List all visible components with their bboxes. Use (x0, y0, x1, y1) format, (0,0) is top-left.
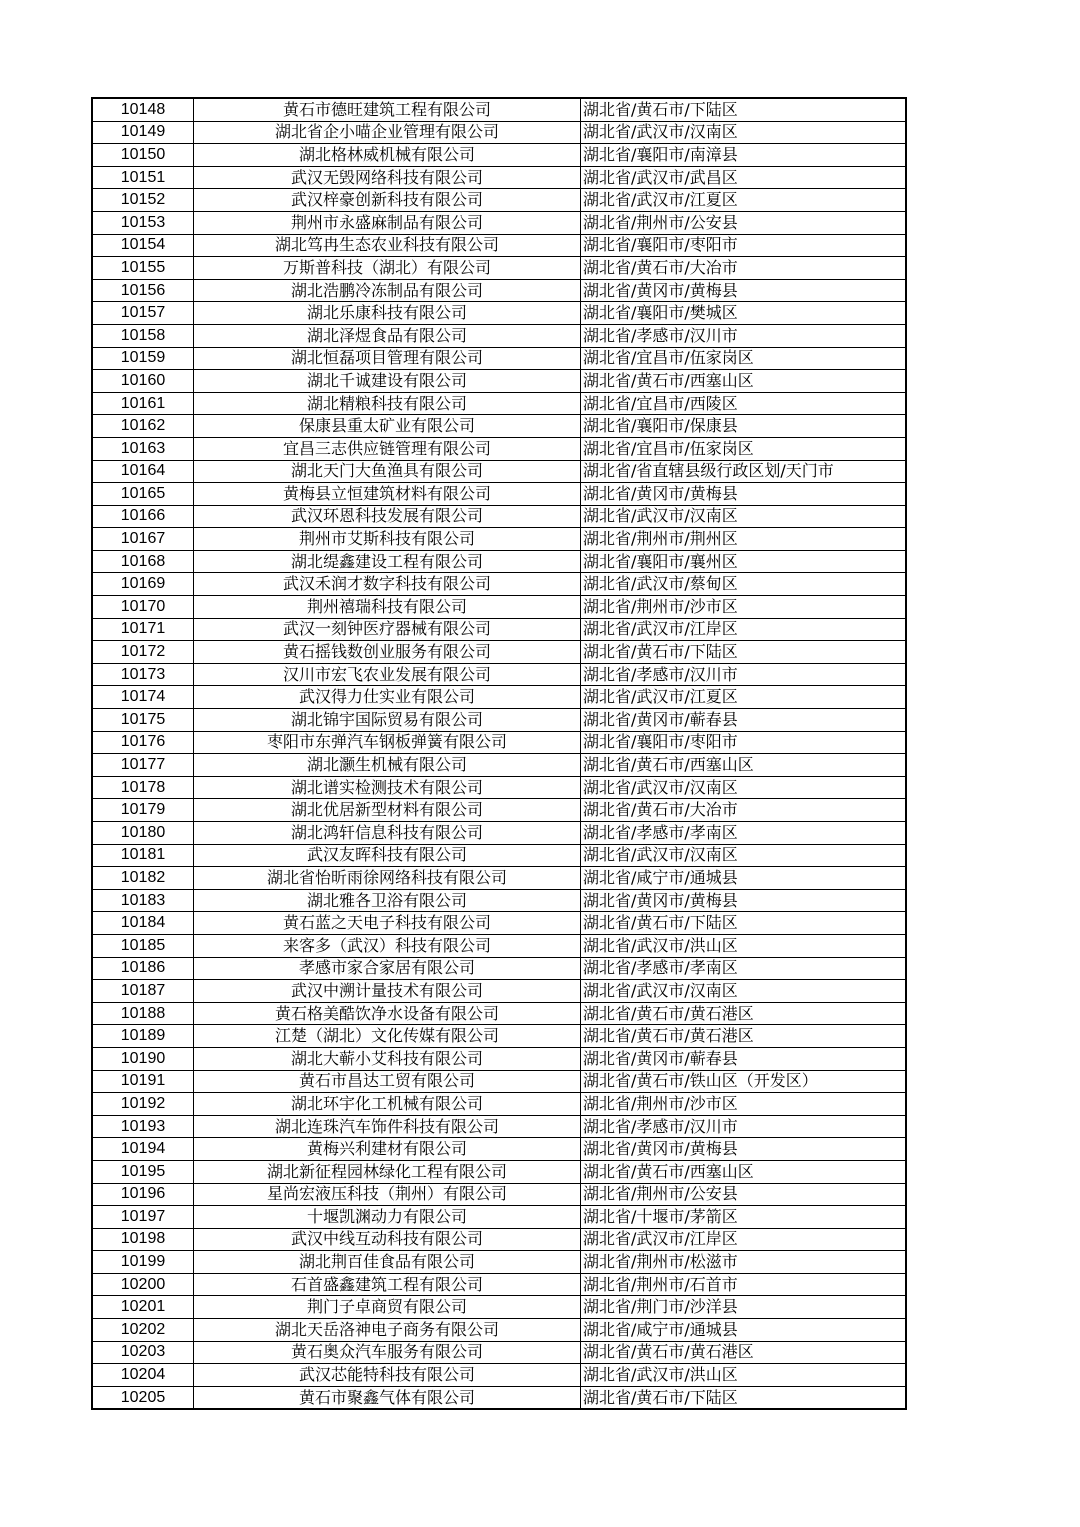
table-row (92, 1183, 906, 1206)
table-row (92, 505, 906, 528)
region-cell: 湖北省/襄阳市/枣阳市 (581, 731, 907, 754)
table-row (92, 641, 906, 664)
row-id-cell: 10185 (92, 934, 194, 957)
company-name-cell: 武汉一刻钟医疗器械有限公司 (194, 618, 581, 641)
row-id-cell: 10193 (92, 1115, 194, 1138)
region-cell: 湖北省/荆州市/公安县 (581, 1183, 907, 1206)
row-id-cell: 10175 (92, 709, 194, 732)
table-row (92, 1115, 906, 1138)
row-id-cell: 10169 (92, 573, 194, 596)
table-row (92, 302, 906, 325)
region-cell: 湖北省/武汉市/汉南区 (581, 980, 907, 1003)
company-name-cell: 湖北乐康科技有限公司 (194, 302, 581, 325)
table-row (92, 822, 906, 845)
table-row (92, 799, 906, 822)
row-id-cell: 10177 (92, 754, 194, 777)
row-id-cell: 10156 (92, 279, 194, 302)
company-name-cell: 湖北天门大鱼渔具有限公司 (194, 460, 581, 483)
row-id-cell: 10164 (92, 460, 194, 483)
table-row (92, 121, 906, 144)
table-row (92, 324, 906, 347)
company-name-cell: 江楚（湖北）文化传媒有限公司 (194, 1025, 581, 1048)
company-name-cell: 武汉中线互动科技有限公司 (194, 1228, 581, 1251)
table-row (92, 437, 906, 460)
region-cell: 湖北省/咸宁市/通城县 (581, 1319, 907, 1342)
row-id-cell: 10203 (92, 1341, 194, 1364)
table-row (92, 709, 906, 732)
region-cell: 湖北省/省直辖县级行政区划/天门市 (581, 460, 907, 483)
row-id-cell: 10195 (92, 1160, 194, 1183)
region-cell: 湖北省/武汉市/江岸区 (581, 618, 907, 641)
company-name-cell: 湖北优居新型材料有限公司 (194, 799, 581, 822)
table-row (92, 1002, 906, 1025)
row-id-cell: 10166 (92, 505, 194, 528)
company-name-cell: 湖北大蕲小艾科技有限公司 (194, 1047, 581, 1070)
region-cell: 湖北省/孝感市/孝南区 (581, 957, 907, 980)
company-name-cell: 荆门子卓商贸有限公司 (194, 1296, 581, 1319)
region-cell: 湖北省/襄阳市/枣阳市 (581, 234, 907, 257)
company-name-cell: 枣阳市东弹汽车钢板弹簧有限公司 (194, 731, 581, 754)
region-cell: 湖北省/武汉市/汉南区 (581, 505, 907, 528)
table-row (92, 844, 906, 867)
company-name-cell: 湖北雅各卫浴有限公司 (194, 889, 581, 912)
region-cell: 湖北省/武汉市/汉南区 (581, 844, 907, 867)
company-name-cell: 湖北环宇化工机械有限公司 (194, 1093, 581, 1116)
company-name-cell: 武汉环恩科技发展有限公司 (194, 505, 581, 528)
region-cell: 湖北省/十堰市/茅箭区 (581, 1206, 907, 1229)
row-id-cell: 10192 (92, 1093, 194, 1116)
company-name-cell: 星尚宏液压科技（荆州）有限公司 (194, 1183, 581, 1206)
table-row (92, 1093, 906, 1116)
row-id-cell: 10184 (92, 912, 194, 935)
region-cell: 湖北省/黄石市/黄石港区 (581, 1341, 907, 1364)
company-name-cell: 湖北格林威机械有限公司 (194, 144, 581, 167)
row-id-cell: 10150 (92, 144, 194, 167)
table-row (92, 392, 906, 415)
row-id-cell: 10152 (92, 189, 194, 212)
company-name-cell: 武汉无毁网络科技有限公司 (194, 166, 581, 189)
row-id-cell: 10190 (92, 1047, 194, 1070)
table-row (92, 1319, 906, 1342)
region-cell: 湖北省/荆州市/石首市 (581, 1273, 907, 1296)
company-name-cell: 荆州市艾斯科技有限公司 (194, 528, 581, 551)
row-id-cell: 10161 (92, 392, 194, 415)
company-name-cell: 武汉芯能特科技有限公司 (194, 1364, 581, 1387)
company-list-table (91, 97, 907, 1410)
region-cell: 湖北省/孝感市/汉川市 (581, 1115, 907, 1138)
row-id-cell: 10149 (92, 121, 194, 144)
region-cell: 湖北省/宜昌市/伍家岗区 (581, 437, 907, 460)
row-id-cell: 10186 (92, 957, 194, 980)
region-cell: 湖北省/武汉市/江夏区 (581, 189, 907, 212)
region-cell: 湖北省/黄冈市/黄梅县 (581, 889, 907, 912)
company-name-cell: 黄石格美酷饮净水设备有限公司 (194, 1002, 581, 1025)
row-id-cell: 10167 (92, 528, 194, 551)
region-cell: 湖北省/襄阳市/樊城区 (581, 302, 907, 325)
row-id-cell: 10181 (92, 844, 194, 867)
row-id-cell: 10162 (92, 415, 194, 438)
row-id-cell: 10170 (92, 596, 194, 619)
region-cell: 湖北省/孝感市/汉川市 (581, 324, 907, 347)
row-id-cell: 10155 (92, 257, 194, 280)
company-name-cell: 湖北笃冉生态农业科技有限公司 (194, 234, 581, 257)
company-name-cell: 十堰凯渊动力有限公司 (194, 1206, 581, 1229)
table-row (92, 257, 906, 280)
company-name-cell: 汉川市宏飞农业发展有限公司 (194, 663, 581, 686)
region-cell: 湖北省/孝感市/汉川市 (581, 663, 907, 686)
company-name-cell: 黄石奥众汽车服务有限公司 (194, 1341, 581, 1364)
company-name-cell: 湖北连珠汽车饰件科技有限公司 (194, 1115, 581, 1138)
row-id-cell: 10172 (92, 641, 194, 664)
table-row (92, 1228, 906, 1251)
region-cell: 湖北省/黄石市/黄石港区 (581, 1002, 907, 1025)
company-name-cell: 湖北新征程园林绿化工程有限公司 (194, 1160, 581, 1183)
row-id-cell: 10176 (92, 731, 194, 754)
company-name-cell: 荆州市永盛麻制品有限公司 (194, 211, 581, 234)
table-row (92, 483, 906, 506)
company-name-cell: 黄梅县立恒建筑材料有限公司 (194, 483, 581, 506)
table-row (92, 731, 906, 754)
region-cell: 湖北省/荆州市/松滋市 (581, 1251, 907, 1274)
region-cell: 湖北省/武汉市/汉南区 (581, 776, 907, 799)
region-cell: 湖北省/黄冈市/黄梅县 (581, 1138, 907, 1161)
row-id-cell: 10205 (92, 1386, 194, 1409)
company-name-cell: 黄石蓝之天电子科技有限公司 (194, 912, 581, 935)
row-id-cell: 10157 (92, 302, 194, 325)
table-row (92, 528, 906, 551)
table-row (92, 166, 906, 189)
table-row (92, 754, 906, 777)
region-cell: 湖北省/荆州市/沙市区 (581, 596, 907, 619)
region-cell: 湖北省/黄石市/黄石港区 (581, 1025, 907, 1048)
region-cell: 湖北省/黄石市/下陆区 (581, 641, 907, 664)
row-id-cell: 10183 (92, 889, 194, 912)
region-cell: 湖北省/黄石市/铁山区（开发区） (581, 1070, 907, 1093)
row-id-cell: 10180 (92, 822, 194, 845)
row-id-cell: 10199 (92, 1251, 194, 1274)
table-row (92, 1273, 906, 1296)
table-body (92, 98, 906, 1409)
company-name-cell: 武汉中溯计量技术有限公司 (194, 980, 581, 1003)
region-cell: 湖北省/襄阳市/襄州区 (581, 550, 907, 573)
row-id-cell: 10188 (92, 1002, 194, 1025)
row-id-cell: 10154 (92, 234, 194, 257)
row-id-cell: 10182 (92, 867, 194, 890)
region-cell: 湖北省/黄石市/大冶市 (581, 257, 907, 280)
region-cell: 湖北省/宜昌市/西陵区 (581, 392, 907, 415)
region-cell: 湖北省/咸宁市/通城县 (581, 867, 907, 890)
region-cell: 湖北省/武汉市/蔡甸区 (581, 573, 907, 596)
company-name-cell: 黄石市聚鑫气体有限公司 (194, 1386, 581, 1409)
row-id-cell: 10168 (92, 550, 194, 573)
company-name-cell: 湖北省怡昕雨徐网络科技有限公司 (194, 867, 581, 890)
row-id-cell: 10151 (92, 166, 194, 189)
company-name-cell: 黄梅兴利建材有限公司 (194, 1138, 581, 1161)
company-name-cell: 湖北谱实检测技术有限公司 (194, 776, 581, 799)
company-name-cell: 荆州禧瑞科技有限公司 (194, 596, 581, 619)
region-cell: 湖北省/荆州市/沙市区 (581, 1093, 907, 1116)
region-cell: 湖北省/黄冈市/黄梅县 (581, 483, 907, 506)
row-id-cell: 10196 (92, 1183, 194, 1206)
company-name-cell: 湖北泽煜食品有限公司 (194, 324, 581, 347)
row-id-cell: 10173 (92, 663, 194, 686)
company-name-cell: 湖北灏生机械有限公司 (194, 754, 581, 777)
table-row (92, 460, 906, 483)
table-row (92, 663, 906, 686)
table-row (92, 912, 906, 935)
table-row (92, 370, 906, 393)
region-cell: 湖北省/黄冈市/黄梅县 (581, 279, 907, 302)
row-id-cell: 10200 (92, 1273, 194, 1296)
table-row (92, 957, 906, 980)
row-id-cell: 10148 (92, 98, 194, 121)
company-name-cell: 湖北天岳洛神电子商务有限公司 (194, 1319, 581, 1342)
region-cell: 湖北省/黄石市/大冶市 (581, 799, 907, 822)
table-row (92, 1206, 906, 1229)
table-row (92, 1160, 906, 1183)
region-cell: 湖北省/黄石市/下陆区 (581, 912, 907, 935)
row-id-cell: 10189 (92, 1025, 194, 1048)
row-id-cell: 10187 (92, 980, 194, 1003)
region-cell: 湖北省/武汉市/汉南区 (581, 121, 907, 144)
company-name-cell: 武汉禾润才数字科技有限公司 (194, 573, 581, 596)
table-row (92, 1364, 906, 1387)
row-id-cell: 10204 (92, 1364, 194, 1387)
table-row (92, 550, 906, 573)
table-row (92, 934, 906, 957)
region-cell: 湖北省/黄石市/西塞山区 (581, 370, 907, 393)
region-cell: 湖北省/黄石市/西塞山区 (581, 754, 907, 777)
row-id-cell: 10198 (92, 1228, 194, 1251)
row-id-cell: 10179 (92, 799, 194, 822)
table-row (92, 867, 906, 890)
company-name-cell: 来客多（武汉）科技有限公司 (194, 934, 581, 957)
table-row (92, 889, 906, 912)
region-cell: 湖北省/荆州市/公安县 (581, 211, 907, 234)
table-row (92, 1138, 906, 1161)
region-cell: 湖北省/黄冈市/蕲春县 (581, 709, 907, 732)
region-cell: 湖北省/武汉市/江岸区 (581, 1228, 907, 1251)
row-id-cell: 10158 (92, 324, 194, 347)
region-cell: 湖北省/黄石市/下陆区 (581, 1386, 907, 1409)
company-name-cell: 保康县重太矿业有限公司 (194, 415, 581, 438)
company-name-cell: 武汉得力仕实业有限公司 (194, 686, 581, 709)
table-row (92, 234, 906, 257)
region-cell: 湖北省/武汉市/武昌区 (581, 166, 907, 189)
region-cell: 湖北省/武汉市/洪山区 (581, 934, 907, 957)
company-name-cell: 万斯普科技（湖北）有限公司 (194, 257, 581, 280)
table-row (92, 1296, 906, 1319)
region-cell: 湖北省/襄阳市/南漳县 (581, 144, 907, 167)
company-name-cell: 湖北精粮科技有限公司 (194, 392, 581, 415)
table-row (92, 98, 906, 121)
row-id-cell: 10160 (92, 370, 194, 393)
company-name-cell: 孝感市家合家居有限公司 (194, 957, 581, 980)
company-name-cell: 湖北荆百佳食品有限公司 (194, 1251, 581, 1274)
table-row (92, 686, 906, 709)
table-row (92, 1386, 906, 1409)
table-row (92, 347, 906, 370)
table-row (92, 1251, 906, 1274)
table-row (92, 279, 906, 302)
region-cell: 湖北省/宜昌市/伍家岗区 (581, 347, 907, 370)
row-id-cell: 10191 (92, 1070, 194, 1093)
company-name-cell: 湖北恒磊项目管理有限公司 (194, 347, 581, 370)
table-row (92, 1025, 906, 1048)
region-cell: 湖北省/武汉市/洪山区 (581, 1364, 907, 1387)
table-row (92, 415, 906, 438)
row-id-cell: 10174 (92, 686, 194, 709)
table-row (92, 189, 906, 212)
company-name-cell: 湖北千诚建设有限公司 (194, 370, 581, 393)
row-id-cell: 10194 (92, 1138, 194, 1161)
company-name-cell: 武汉友晖科技有限公司 (194, 844, 581, 867)
table-row (92, 144, 906, 167)
table-row (92, 596, 906, 619)
table-row (92, 573, 906, 596)
company-name-cell: 湖北浩鹏冷冻制品有限公司 (194, 279, 581, 302)
region-cell: 湖北省/武汉市/江夏区 (581, 686, 907, 709)
table-row (92, 980, 906, 1003)
row-id-cell: 10178 (92, 776, 194, 799)
row-id-cell: 10163 (92, 437, 194, 460)
company-name-cell: 武汉梓豪创新科技有限公司 (194, 189, 581, 212)
table-row (92, 211, 906, 234)
row-id-cell: 10153 (92, 211, 194, 234)
company-name-cell: 湖北缇鑫建设工程有限公司 (194, 550, 581, 573)
company-name-cell: 湖北鸿轩信息科技有限公司 (194, 822, 581, 845)
region-cell: 湖北省/黄冈市/蕲春县 (581, 1047, 907, 1070)
table-row (92, 1341, 906, 1364)
company-name-cell: 黄石摇钱数创业服务有限公司 (194, 641, 581, 664)
row-id-cell: 10197 (92, 1206, 194, 1229)
company-name-cell: 黄石市昌达工贸有限公司 (194, 1070, 581, 1093)
company-name-cell: 湖北锦宇国际贸易有限公司 (194, 709, 581, 732)
company-name-cell: 宜昌三志供应链管理有限公司 (194, 437, 581, 460)
region-cell: 湖北省/孝感市/孝南区 (581, 822, 907, 845)
company-name-cell: 石首盛鑫建筑工程有限公司 (194, 1273, 581, 1296)
region-cell: 湖北省/黄石市/西塞山区 (581, 1160, 907, 1183)
table-row (92, 1047, 906, 1070)
table-row (92, 618, 906, 641)
region-cell: 湖北省/黄石市/下陆区 (581, 98, 907, 121)
row-id-cell: 10171 (92, 618, 194, 641)
company-name-cell: 黄石市德旺建筑工程有限公司 (194, 98, 581, 121)
row-id-cell: 10159 (92, 347, 194, 370)
company-name-cell: 湖北省企小喵企业管理有限公司 (194, 121, 581, 144)
table-row (92, 1070, 906, 1093)
region-cell: 湖北省/荆门市/沙洋县 (581, 1296, 907, 1319)
region-cell: 湖北省/荆州市/荆州区 (581, 528, 907, 551)
row-id-cell: 10202 (92, 1319, 194, 1342)
region-cell: 湖北省/襄阳市/保康县 (581, 415, 907, 438)
row-id-cell: 10165 (92, 483, 194, 506)
row-id-cell: 10201 (92, 1296, 194, 1319)
table-row (92, 776, 906, 799)
